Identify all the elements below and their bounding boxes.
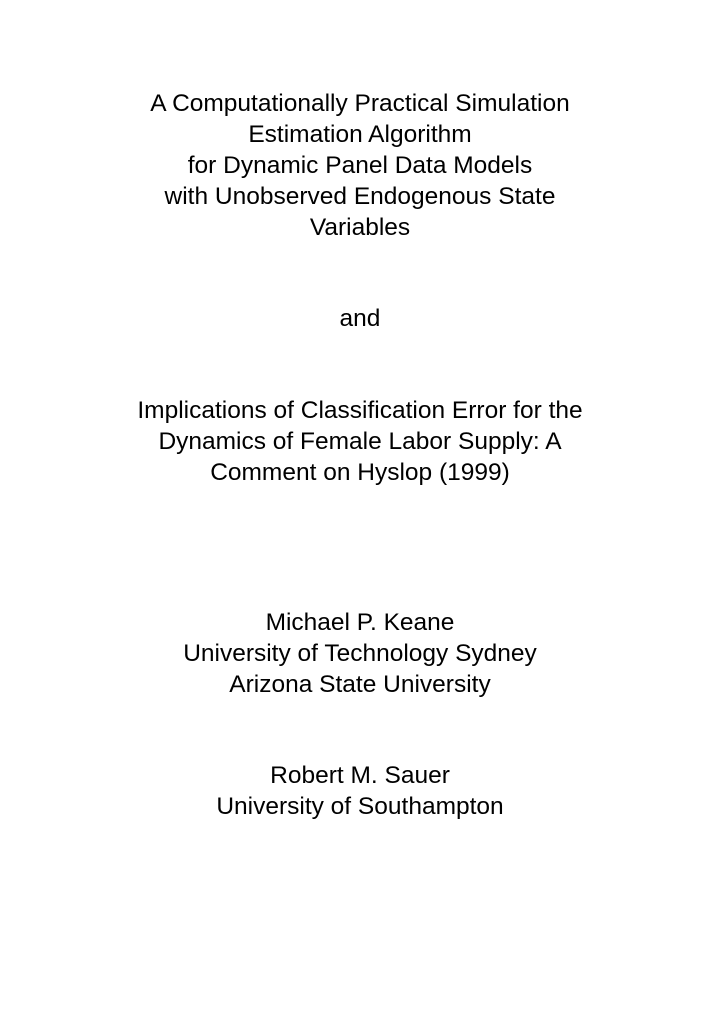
author-affiliation: University of Southampton: [216, 793, 504, 820]
paper-title-1: [60, 88, 660, 243]
title-1-line-3: for Dynamic Panel Data Models: [187, 152, 533, 179]
title-1-line-1: A Computationally Practical Simulation: [150, 90, 570, 117]
title-2-line-2: Dynamics of Female Labor Supply: A: [158, 428, 562, 455]
title-conjunction: [60, 303, 660, 334]
author-block-1: [60, 607, 660, 700]
title-1-line-2: Estimation Algorithm: [248, 121, 472, 148]
title-1-line-4: with Unobserved Endogenous State: [164, 183, 556, 210]
author-name: Michael P. Keane: [265, 609, 455, 636]
author-name: Robert M. Sauer: [270, 762, 450, 789]
author-affiliation: Arizona State University: [229, 671, 491, 698]
paper-title-2: [60, 395, 660, 488]
author-affiliation: University of Technology Sydney: [183, 640, 537, 667]
author-block-2: [60, 760, 660, 822]
title-2-line-3: Comment on Hyslop (1999): [210, 459, 510, 486]
title-2-line-1: Implications of Classification Error for the: [137, 397, 583, 424]
conjunction-text: and: [339, 305, 381, 332]
title-1-line-5: Variables: [309, 214, 411, 241]
